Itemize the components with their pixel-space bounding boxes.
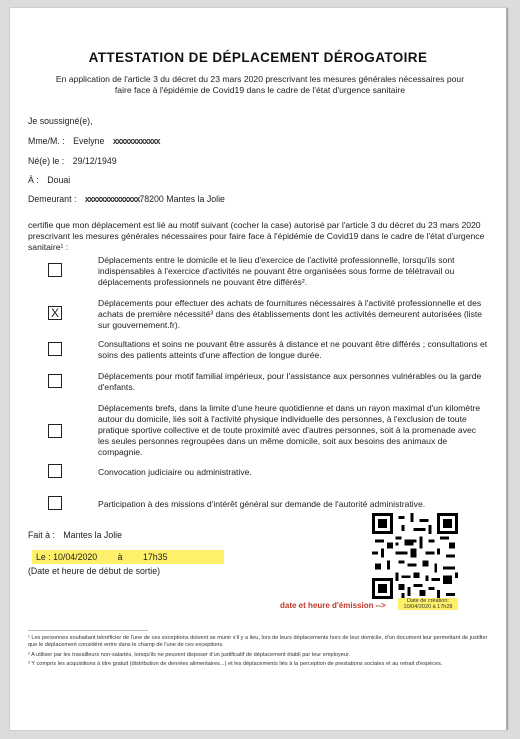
footnotes [28,630,488,671]
certify-text: certifie que mon déplacement est lié au motif suivant (cocher la case) autorisé par l'article 3 du décret du 23 mars 2020 prescrivant les mesures générales nécessaires pour faire face à l'épidémie de Covid19 dans le cadre de l'état d'urgence sanitaire¹ : [28,220,485,252]
reason-checkbox[interactable] [48,374,62,388]
document-title: ATTESTATION DE DÉPLACEMENT DÉROGATOIRE [88,50,428,65]
birth-place-value: Douai [47,175,71,185]
minutes-value: 35 [157,552,168,562]
fait-label: Fait à : [28,530,55,540]
reason-checkbox[interactable] [48,424,62,438]
reason-checkbox[interactable] [48,496,62,510]
birth-date-label: Né(e) le : [28,156,65,166]
reason-text: Consultations et soins ne pouvant être assurés à distance et ne pouvant être différés ; consultations et soins des patients atteints d'une affection de longue durée. [98,339,488,360]
address-masked: xxxxxxxxxxxxxx [84,194,140,204]
reason-text: Déplacements pour motif familial impérieux, pour l'assistance aux personnes vulnérables ou la garde d'enfants. [98,371,482,392]
birth-place-label: À : [28,175,39,185]
footnote-1: ¹ Les personnes souhaitant bénéficier de l'une de ces exceptions doivent se munir s'il y a lieu, lors de leurs déplacements hors de leur domicile, d'un document leur permettant de justifier que le déplacement considéré entre dans le champ de l'une de ces exceptions. [28,635,488,649]
first-name-value: Evelyne [73,136,105,146]
intro-text: En application de l'article 3 du décret du 23 mars 2020 prescrivant les mesures générales nécessaires pour faire face à l'épidémie de Covid19 dans le cadre de l'état d'urgence sanitaire [55,74,465,95]
date-note: (Date et heure de début de sortie) [28,566,161,576]
date-line [32,550,224,564]
address-label: Demeurant : [28,194,77,204]
reason-text: Déplacements pour effectuer des achats de fournitures nécessaires à l'activité professionnelle et des achats de première nécessité³ dans des établissements dont les activités demeurent autorisées (liste sur gouvernement.fr). [98,298,483,330]
soussigne-label: Je soussigné(e), [28,116,93,126]
reason-text: Convocation judiciaire ou administrative. [98,467,252,477]
reason-checkbox[interactable]: X [48,306,62,320]
attestation-page [10,8,508,730]
hour-value: 17h [142,552,158,562]
fait-line [28,530,122,540]
date-label: Le : [36,552,51,562]
birth-date-value: 29/12/1949 [72,156,117,166]
footnote-3: ³ Y compris les acquisitions à titre gratuit (distribution de denrées alimentaires...) et les déplacements liés à la perception de prestations sociales et au retrait d'espèces. [28,661,443,668]
date-at: à [117,552,123,562]
reason-text: Déplacements brefs, dans la limite d'une heure quotidienne et dans un rayon maximal d'un kilomètre autour du domicile, liés soit à l'activité physique individuelle des personnes, à l'exclusion de toute pratique sportive collective et de toute proximité avec d'autres personnes, soit à la promenade avec les seules personnes regroupées dans un même domicile, soit aux besoins des animaux de compagnie. [98,403,481,457]
address-line [28,194,225,204]
name-label: Mme/M. : [28,136,65,146]
reason-checkbox[interactable] [48,263,62,277]
birth-date-line [28,156,117,166]
footnote-divider [28,630,148,631]
last-name-masked: xxxxxxxxxxxx [112,136,160,146]
reason-text: Participation à des missions d'intérêt général sur demande de l'autorité administrative. [98,499,426,509]
reason-checkbox[interactable] [48,342,62,356]
emission-label: date et heure d'émission --> [280,601,386,610]
address-city-value: 78200 Mantes la Jolie [139,194,225,204]
date-value: 10/04/2020 [53,552,98,562]
qr-caption [398,598,458,610]
qr-caption-value: 10/04/2020 à 17h28 [403,604,453,610]
name-line [28,136,160,146]
qr-code [372,513,458,599]
fait-place-value: Mantes la Jolie [63,530,123,540]
reason-text: Déplacements entre le domicile et le lieu d'exercice de l'activité professionnelle, lorsqu'ils sont indispensables à l'exercice d'activités ne pouvant être organisées sous forme de télétravail ou déplacements professionnels ne pouvant être différés². [98,255,455,287]
birth-place-line [28,175,70,185]
reason-checkbox[interactable] [48,464,62,478]
footnote-2: ² A utiliser par les travailleurs non-salariés, lorsqu'ils ne peuvent disposer d'un justificatif de déplacement établi par leur employeur. [28,651,351,658]
qr-caption-label: Date de création: [407,598,449,604]
